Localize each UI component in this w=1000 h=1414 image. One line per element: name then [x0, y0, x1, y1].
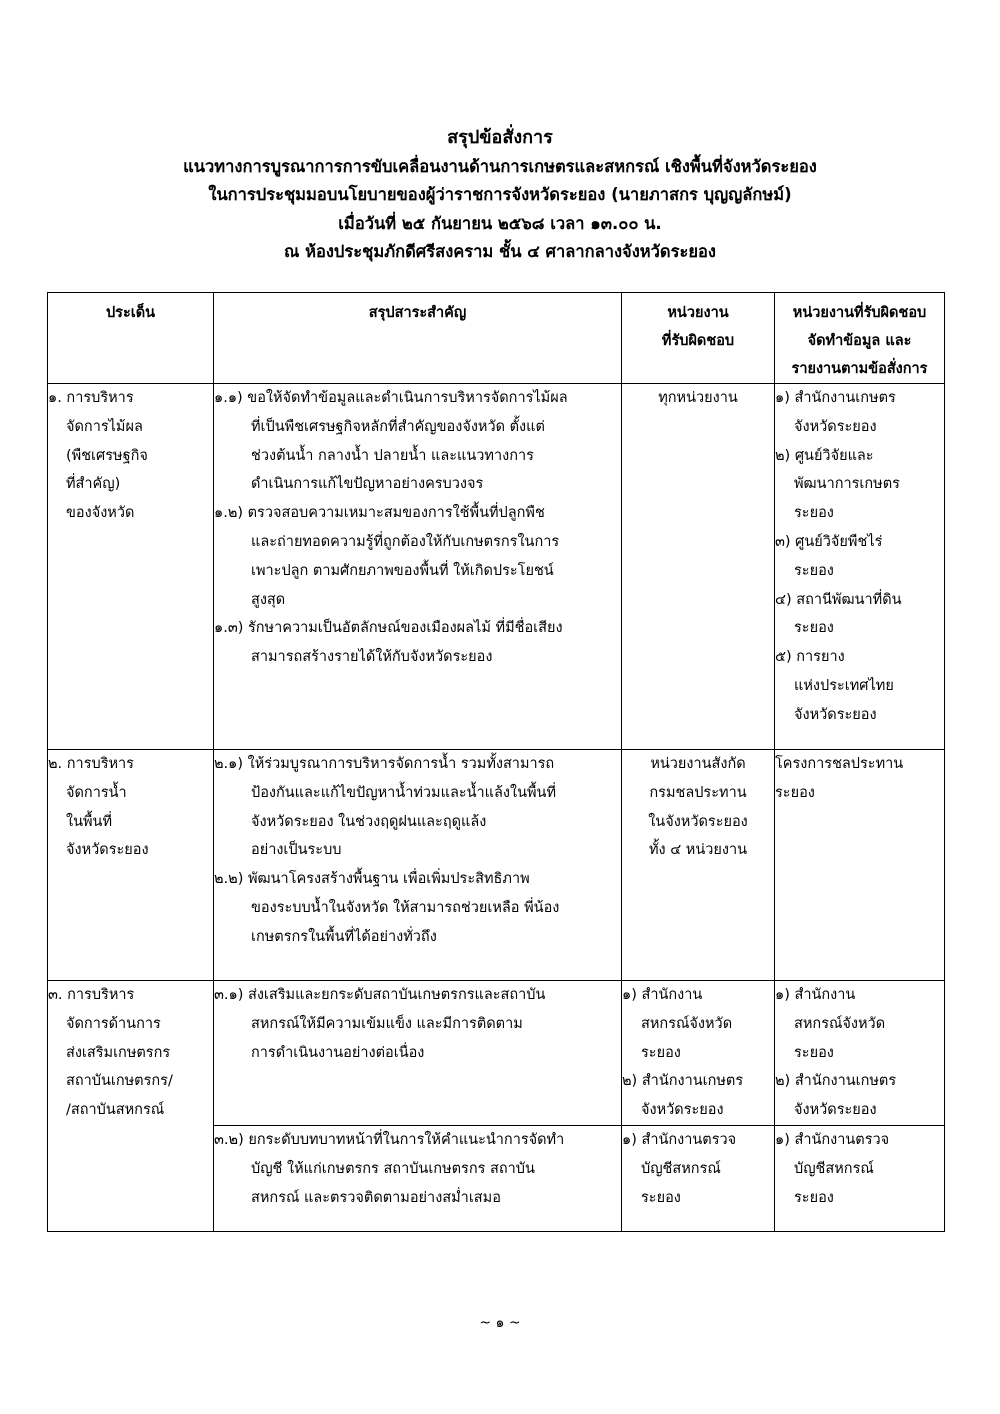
report-org [775, 528, 944, 586]
point-line: สหกรณ์ และตรวจติดตามอย่างสม่ำเสมอ [251, 1189, 501, 1206]
page-number: ~ ๑ ~ [479, 1315, 521, 1331]
point-line: ๓.๒) ยกระดับบทบาทหน้าที่ในการให้คำแนะนำการจัดทำ [214, 1131, 565, 1148]
unit-cell [622, 750, 775, 981]
issue-line: ในพื้นที่ [66, 813, 113, 830]
summary-point [214, 865, 621, 951]
org-line: ระยอง [641, 1189, 681, 1206]
header-summary [214, 293, 622, 384]
issue-cell [48, 384, 214, 750]
report-unit-cell [775, 1125, 945, 1231]
org-line: จังหวัดระยอง [641, 1102, 724, 1119]
org-line: ๓) ศูนย์วิจัยพืชไร่ [775, 533, 883, 550]
org-line: สหกรณ์จังหวัด [641, 1015, 733, 1032]
org-line: ๔) สถานีพัฒนาที่ดิน [775, 591, 902, 608]
org-line: บัญชีสหกรณ์ [794, 1160, 874, 1177]
org-line: ระยอง [794, 1189, 834, 1206]
document-title: สรุปข้อสั่งการ [447, 127, 553, 148]
issue-line: ๑. การบริหาร [48, 390, 134, 406]
org-line: ๑) สำนักงาน [775, 987, 856, 1003]
issue-line: ๓. การบริหาร [48, 987, 135, 1003]
point-line: ป้องกันและแก้ไขปัญหาน้ำท่วมและน้ำแล้งในพื้นที่ [251, 784, 557, 801]
unit-line: หน่วยงานสังกัด [650, 756, 746, 772]
report-unit-cell [775, 384, 945, 750]
point-line: สหกรณ์ให้มีความเข้มแข็ง และมีการติดตาม [251, 1015, 523, 1032]
point-line: ๒.๒) พัฒนาโครงสร้างพื้นฐาน เพื่อเพิ่มประสิทธิภาพ [214, 871, 530, 888]
report-org [775, 1126, 944, 1212]
issue-line: ๒. การบริหาร [48, 756, 134, 772]
unit-org [622, 981, 774, 1067]
issue-line: สถาบันเกษตรกร/ [66, 1073, 173, 1090]
summary-point [214, 499, 621, 614]
org-line: จังหวัดระยอง [794, 706, 877, 723]
org-line: แห่งประเทศไทย [794, 677, 894, 694]
report-org [775, 442, 944, 528]
org-line: ๒) สำนักงานเกษตร [622, 1073, 744, 1090]
issue-cell [48, 750, 214, 981]
table-header-row [48, 293, 945, 384]
point-line: สามารถสร้างรายได้ให้กับจังหวัดระยอง [251, 649, 493, 666]
issue-line: จัดการไม้ผล [66, 418, 143, 435]
point-line: อย่างเป็นระบบ [251, 842, 342, 859]
unit-cell [622, 384, 775, 750]
point-line: ๒.๑) ให้ร่วมบูรณาการบริหารจัดการน้ำ รวมทั้งสามารถ [214, 756, 555, 772]
org-line: บัญชีสหกรณ์ [641, 1160, 721, 1177]
unit-line: ทุกหน่วยงาน [658, 390, 738, 406]
issue-line: จัดการน้ำ [66, 784, 127, 801]
summary-cell [214, 750, 622, 981]
org-line: พัฒนาการเกษตร [794, 476, 900, 493]
header-unit-line: หน่วยงาน [667, 305, 729, 321]
point-line: ดำเนินการแก้ไขปัญหาอย่างครบวงจร [251, 476, 484, 493]
point-line: เกษตรกรในพื้นที่ได้อย่างทั่วถึง [251, 928, 437, 945]
point-line: การดำเนินงานอย่างต่อเนื่อง [251, 1044, 425, 1061]
table-row [48, 384, 945, 750]
meeting-line: ในการประชุมมอบนโยบายของผู้ว่าราชการจังหวัดระยอง (นายภาสกร บุญญลักษม์) [208, 185, 792, 204]
org-line: ระยอง [641, 1044, 681, 1061]
summary-point [214, 1126, 621, 1212]
point-line: ๑.๑) ขอให้จัดทำข้อมูลและดำเนินการบริหารจัดการไม้ผล [214, 390, 568, 406]
point-line: จังหวัดระยอง ในช่วงฤดูฝนและฤดูแล้ง [251, 813, 487, 830]
summary-cell [214, 1125, 622, 1231]
issue-line: ของจังหวัด [66, 505, 135, 522]
summary-cell [214, 384, 622, 750]
table-row [48, 750, 945, 981]
org-line: ๑) สำนักงาน [622, 987, 703, 1003]
issue-line: ที่สำคัญ) [66, 476, 121, 493]
summary-point [214, 981, 621, 1067]
report-org [775, 643, 944, 729]
header-report-line: รายงานตามข้อสั่งการ [791, 361, 928, 377]
issue-line: จังหวัดระยอง [66, 842, 149, 859]
org-line: สหกรณ์จังหวัด [794, 1015, 886, 1032]
org-line: ๑) สำนักงานตรวจ [775, 1131, 890, 1148]
summary-cell [214, 981, 622, 1126]
header-summary-label: สรุปสาระสำคัญ [368, 305, 467, 321]
header-unit-line: ที่รับผิดชอบ [661, 333, 735, 349]
org-line: จังหวัดระยอง [794, 418, 877, 435]
point-line: เพาะปลูก ตามศักยภาพของพื้นที่ ให้เกิดประโยชน์ [251, 562, 554, 579]
header-unit [622, 293, 775, 384]
unit-cell [622, 1125, 775, 1231]
point-line: และถ่ายทอดความรู้ที่ถูกต้องให้กับเกษตรกรในการ [251, 533, 560, 550]
org-line: ๑) สำนักงานตรวจ [622, 1131, 737, 1148]
issue-line: (พืชเศรษฐกิจ [66, 447, 148, 464]
point-line: ช่วงต้นน้ำ กลางน้ำ ปลายน้ำ และแนวทางการ [251, 447, 534, 464]
org-line: ระยอง [794, 620, 834, 637]
report-org [775, 1067, 944, 1125]
unit-org [622, 1126, 774, 1212]
header-issue [48, 293, 214, 384]
issue-line: จัดการด้านการ [66, 1015, 161, 1032]
unit-line: กรมชลประทาน [649, 784, 747, 801]
point-line: สูงสุด [251, 591, 286, 608]
org-line: ๕) การยาง [775, 649, 845, 666]
report-unit-cell [775, 750, 945, 981]
unit-cell [622, 981, 775, 1126]
summary-point [214, 614, 621, 672]
venue-line: ณ ห้องประชุมภักดีศรีสงคราม ชั้น ๔ ศาลากลางจังหวัดระยอง [284, 242, 716, 261]
org-line: ระยอง [775, 784, 815, 801]
table-row [48, 981, 945, 1126]
org-line: ๒) ศูนย์วิจัยและ [775, 447, 874, 464]
org-line: โครงการชลประทาน [775, 756, 904, 772]
report-org [775, 384, 944, 442]
point-line: ๑.๒) ตรวจสอบความเหมาะสมของการใช้พื้นที่ปลูกพืช [214, 505, 545, 522]
org-line: ๒) สำนักงานเกษตร [775, 1073, 897, 1090]
org-line: ระยอง [794, 505, 834, 522]
point-line: บัญชี ให้แก่เกษตรกร สถาบันเกษตรกร สถาบัน [251, 1160, 535, 1177]
point-line: ๑.๓) รักษาความเป็นอัตลักษณ์ของเมืองผลไม้ ที่มีชื่อเสียง [214, 620, 563, 637]
report-unit-cell [775, 981, 945, 1126]
header-report-line: หน่วยงานที่รับผิดชอบ [792, 305, 927, 321]
summary-point [214, 384, 621, 499]
unit-org [622, 1067, 774, 1125]
report-org [775, 586, 944, 644]
org-line: ๑) สำนักงานเกษตร [775, 390, 896, 406]
unit-line: ในจังหวัดระยอง [648, 813, 748, 830]
document-header [0, 124, 1000, 267]
issue-line: ส่งเสริมเกษตรกร [66, 1044, 171, 1061]
summary-table [47, 292, 945, 1232]
issue-cell [48, 981, 214, 1232]
header-report-line: จัดทำข้อมูล และ [807, 333, 912, 349]
document-subtitle: แนวทางการบูรณาการการขับเคลื่อนงานด้านการเกษตรและสหกรณ์ เชิงพื้นที่จังหวัดระยอง [183, 156, 817, 176]
point-line: ๓.๑) ส่งเสริมและยกระดับสถาบันเกษตรกรและสถาบัน [214, 987, 546, 1003]
header-issue-label: ประเด็น [105, 305, 156, 321]
issue-line: /สถาบันสหกรณ์ [66, 1102, 165, 1119]
org-line: ระยอง [794, 1044, 834, 1061]
point-line: ที่เป็นพืชเศรษฐกิจหลักที่สำคัญของจังหวัด ตั้งแต่ [251, 418, 545, 435]
report-org [775, 981, 944, 1067]
org-line: ระยอง [794, 562, 834, 579]
point-line: ของระบบน้ำในจังหวัด ให้สามารถช่วยเหลือ พี่น้อง [251, 899, 560, 916]
org-line: จังหวัดระยอง [794, 1102, 877, 1119]
date-line: เมื่อวันที่ ๒๕ กันยายน ๒๕๖๘ เวลา ๑๓.๐๐ น. [338, 213, 662, 233]
header-report-unit [775, 293, 945, 384]
summary-point [214, 750, 621, 865]
unit-line: ทั้ง ๔ หน่วยงาน [648, 842, 748, 859]
